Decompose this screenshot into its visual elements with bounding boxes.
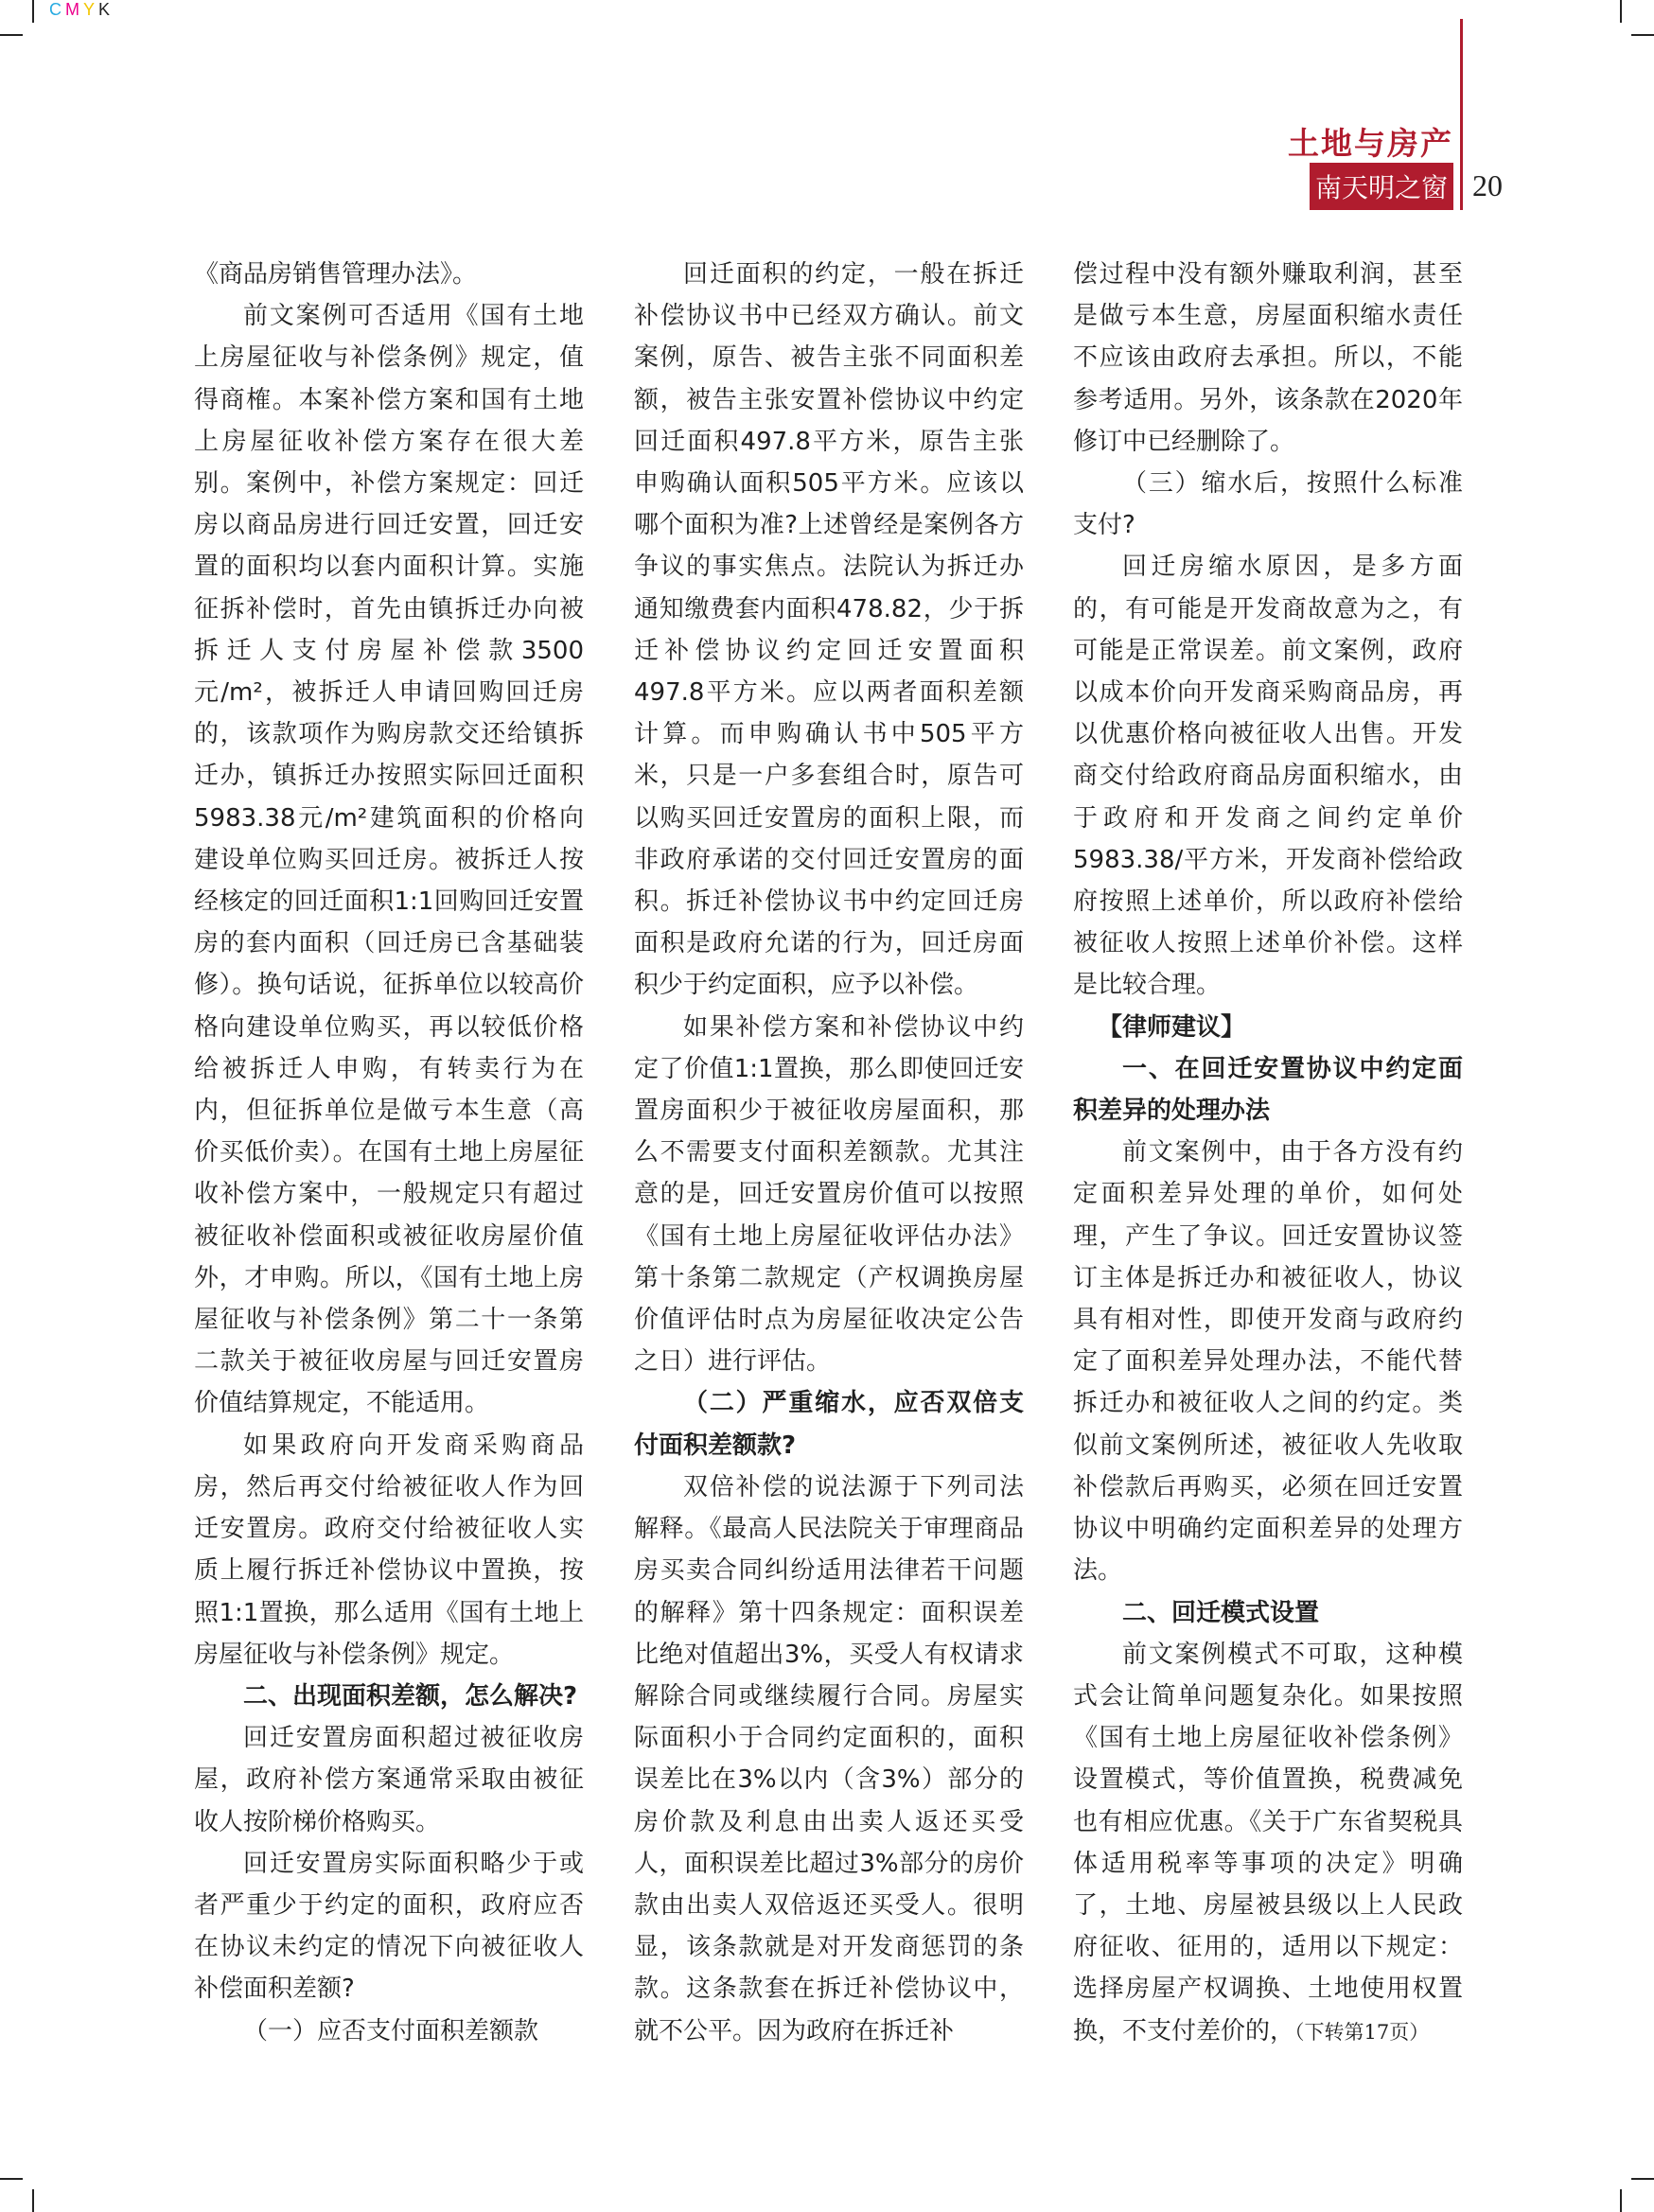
crop-mark	[1631, 34, 1654, 36]
continued-on-link[interactable]: （下转第17页）	[1294, 2020, 1430, 2044]
crop-mark	[0, 34, 23, 36]
subheading: （二）严重缩水，应否双倍支付面积差额款?	[634, 1389, 1024, 1460]
text-column-1	[194, 254, 584, 2052]
page-number: 20	[1472, 168, 1503, 202]
section-heading: 二、出现面积差额，怎么解决?	[243, 1681, 578, 1711]
paragraph-text: 前文案例模式不可取，这种模式会让简单问题复杂化。如果按照《国有土地上房屋征收补偿条例》设置模式，等价值置换，税费减免也有相应优惠。《关于广东省契税具体适用税率等事项的决定》明确了，土地、房屋被县级以上人民政府征收、征用的，适用以下规定：选择房屋产权调换、土地使用权置换，不支付差价的，	[1073, 1640, 1463, 2045]
crop-mark	[1631, 2178, 1654, 2180]
crop-mark	[1620, 2189, 1622, 2212]
paragraph: 前文案例可否适用《国有土地上房屋征收与补偿条例》规定，值得商榷。本案补偿方案和国有土地上房屋征收补偿方案存在很大差别。案例中，补偿方案规定：回迁房以商品房进行回迁安置，回迁安置的面积均以套内面积计算。实施征拆补偿时，首先由镇拆迁办向被拆迁人支付房屋补偿款3500元/m²，被拆迁人申请回购回迁房的，该款项作为购房款交还给镇拆迁办，镇拆迁办按照实际回迁面积5983.38元/m²建筑面积的价格向建设单位购买回迁房。被拆迁人按经核定的回迁面积1:1回购回迁安置房的套内面积（回迁房已含基础装修）。换句话说，征拆单位以较高价格向建设单位购买，再以较低价格给被拆迁人申购，有转卖行为在内，但征拆单位是做亏本生意（高价买低价卖）。在国有土地上房屋征收补偿方案中，一般规定只有超过被征收补偿面积或被征收房屋价值外，才申购。所以，《国有土地上房屋征收与补偿条例》第二十一条第二款关于被征收房屋与回迁安置房价值结算规定，不能适用。	[194, 302, 584, 1418]
column-brand-badge	[1310, 163, 1453, 210]
text-column-2	[634, 254, 1024, 2052]
text-column-3	[1073, 254, 1463, 2053]
cmyk-k: K	[98, 0, 114, 19]
cmyk-m: M	[65, 0, 83, 19]
crop-mark	[1620, 0, 1622, 23]
section-heading: 一、在回迁安置协议中约定面积差异的处理办法	[1073, 1054, 1463, 1126]
paragraph	[1073, 1634, 1463, 2053]
column-brand-label: 南天明之窗	[1314, 172, 1448, 203]
subheading: （三）缩水后，按照什么标准支付?	[1073, 469, 1463, 540]
cmyk-y: Y	[83, 0, 99, 19]
paragraph: 双倍补偿的说法源于下列司法解释。《最高人民法院关于审理商品房买卖合同纠纷适用法律若干问题的解释》第十四条规定：面积误差比绝对值超出3%，买受人有权请求解除合同或继续履行合同。房屋实际面积小于合同约定面积的，面积误差比在3%以内（含3%）部分的房价款及利息由出卖人返还买受人，面积误差比超过3%部分的房价款由出卖人双倍返还买受人。很明显，该条款就是对开发商惩罚的条款。这条款套在拆迁补偿协议中，就不公平。因为政府在拆迁补	[634, 1472, 1024, 2045]
crop-mark	[32, 0, 34, 23]
cmyk-color-bar	[49, 0, 114, 20]
section-title: 土地与房产	[1288, 125, 1453, 162]
section-heading: 二、回迁模式设置	[1122, 1598, 1320, 1627]
paragraph: 回迁房缩水原因，是多方面的，有可能是开发商故意为之，有可能是正常误差。前文案例，政府以成本价向开发商采购商品房，再以优惠价格向被征收人出售。开发商交付给政府商品房面积缩水，由于政府和开发商之间约定单价5983.38/平方米，开发商补偿给政府按照上述单价，所以政府补偿给被征收人按照上述单价补偿。这样是比较合理。	[1073, 553, 1463, 1000]
crop-mark	[32, 2189, 34, 2212]
paragraph: 回迁安置房面积超过被征收房屋，政府补偿方案通常采取由被征收人按阶梯价格购买。	[194, 1724, 584, 1836]
paragraph: 《商品房销售管理办法》。	[194, 260, 478, 289]
paragraph: 如果补偿方案和补偿协议中约定了价值1:1置换，那么即使回迁安置房面积少于被征收房屋面积，那么不需要支付面积差额款。尤其注意的是，回迁安置房价值可以按照《国有土地上房屋征收评估办法》第十条第二款规定（产权调换房屋价值评估时点为房屋征收决定公告之日）进行评估。	[634, 1012, 1024, 1377]
paragraph: 前文案例中，由于各方没有约定面积差异处理的单价，如何处理，产生了争议。回迁安置协议签订主体是拆迁办和被征收人，协议具有相对性，即使开发商与政府约定了面积差异处理办法，不能代替拆迁办和被征收人之间的约定。类似前文案例所述，被征收人先收取补偿款后再购买，必须在回迁安置协议中明确约定面积差异的处理方法。	[1073, 1138, 1463, 1586]
paragraph: 回迁安置房实际面积略少于或者严重少于约定的面积，政府应否在协议未约定的情况下向被征收人补偿面积差额?	[194, 1849, 584, 2004]
lawyer-advice-heading: 【律师建议】	[1098, 1012, 1246, 1042]
paragraph: 如果政府向开发商采购商品房，然后再交付给被征收人作为回迁安置房。政府交付给被征收人实质上履行拆迁补偿协议中置换，按照1:1置换，那么适用《国有土地上房屋征收与补偿条例》规定。	[194, 1431, 584, 1669]
paragraph: 回迁面积的约定，一般在拆迁补偿协议书中已经双方确认。前文案例，原告、被告主张不同面积差额，被告主张安置补偿协议中约定回迁面积497.8平方米，原告主张申购确认面积505平方米。应该以哪个面积为准?上述曾经是案例各方争议的事实焦点。法院认为拆迁办通知缴费套内面积478.82，少于拆迁补偿协议约定回迁安置面积497.8平方米。应以两者面积差额计算。而申购确认书中505平方米，只是一户多套组合时，原告可以购买回迁安置房的面积上限，而非政府承诺的交付回迁安置房的面积。拆迁补偿协议书中约定回迁房面积是政府允诺的行为，回迁房面积少于约定面积，应予以补偿。	[634, 260, 1024, 1000]
subheading: （一）应否支付面积差额款	[243, 2016, 539, 2045]
header-divider	[1460, 19, 1463, 210]
cmyk-c: C	[49, 0, 65, 19]
paragraph: 偿过程中没有额外赚取利润，甚至是做亏本生意，房屋面积缩水责任不应该由政府去承担。所以，不能参考适用。另外，该条款在2020年修订中已经删除了。	[1073, 260, 1463, 456]
crop-mark	[0, 2178, 23, 2180]
